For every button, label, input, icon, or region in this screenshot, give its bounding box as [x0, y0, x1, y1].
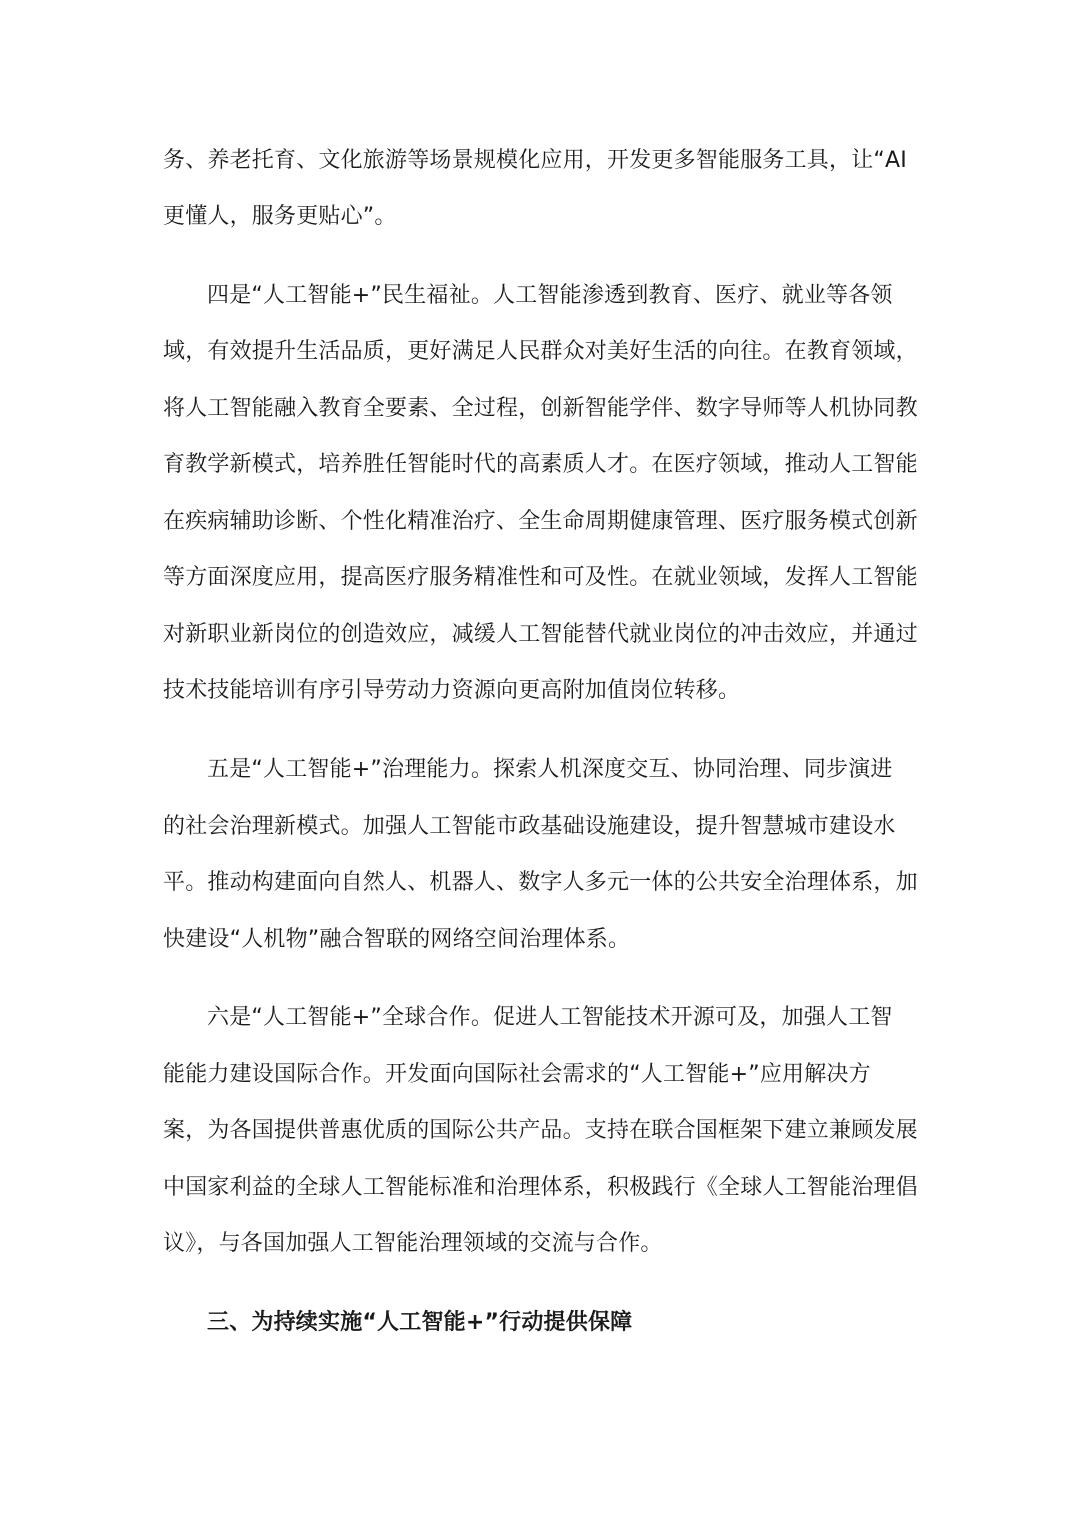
- text-line: 育教学新模式，培养胜任智能时代的高素质人才。在医疗领域，推动人工智能: [163, 452, 918, 477]
- text-line: 四是“人工智能+”民生福祉。人工智能渗透到教育、医疗、就业等各领: [207, 283, 893, 308]
- text-line: 平。推动构建面向自然人、机器人、数字人多元一体的公共安全治理体系，加: [163, 870, 918, 895]
- text-line: 将人工智能融入教育全要素、全过程，创新智能学伴、数字导师等人机协同教: [163, 396, 918, 421]
- text-line: 中国家利益的全球人工智能标准和治理体系，积极践行《全球人工智能治理倡: [163, 1175, 918, 1200]
- text-line: 在疾病辅助诊断、个性化精准治疗、全生命周期健康管理、医疗服务模式创新: [163, 509, 918, 534]
- text-line: 快建设“人机物”融合智联的网络空间治理体系。: [163, 927, 631, 952]
- section-heading: 三、为持续实施“人工智能+”行动提供保障: [207, 1310, 633, 1335]
- text-line: 等方面深度应用，提高医疗服务精准性和可及性。在就业领域，发挥人工智能: [163, 565, 918, 590]
- text-line: 能能力建设国际合作。开发面向国际社会需求的“人工智能+”应用解决方: [163, 1062, 871, 1087]
- text-line: 域，有效提升生活品质，更好满足人民群众对美好生活的向往。在教育领域，: [163, 339, 918, 364]
- text-line: 案，为各国提供普惠优质的国际公共产品。支持在联合国框架下建立兼顾发展: [163, 1118, 918, 1143]
- text-line: 对新职业新岗位的创造效应，减缓人工智能替代就业岗位的冲击效应，并通过: [163, 622, 918, 647]
- text-line: 的社会治理新模式。加强人工智能市政基础设施建设，提升智慧城市建设水: [163, 814, 896, 839]
- text-line: 五是“人工智能+”治理能力。探索人机深度交互、协同治理、同步演进: [207, 757, 893, 782]
- text-line: 务、养老托育、文化旅游等场景规模化应用，开发更多智能服务工具，让“AI: [163, 148, 907, 173]
- text-line: 更懂人，服务更贴心”。: [163, 204, 397, 229]
- text-line: 六是“人工智能+”全球合作。促进人工智能技术开源可及，加强人工智: [207, 1005, 893, 1030]
- text-line: 议》，与各国加强人工智能治理领域的交流与合作。: [163, 1231, 663, 1256]
- text-line: 技术技能培训有序引导劳动力资源向更高附加值岗位转移。: [163, 678, 741, 703]
